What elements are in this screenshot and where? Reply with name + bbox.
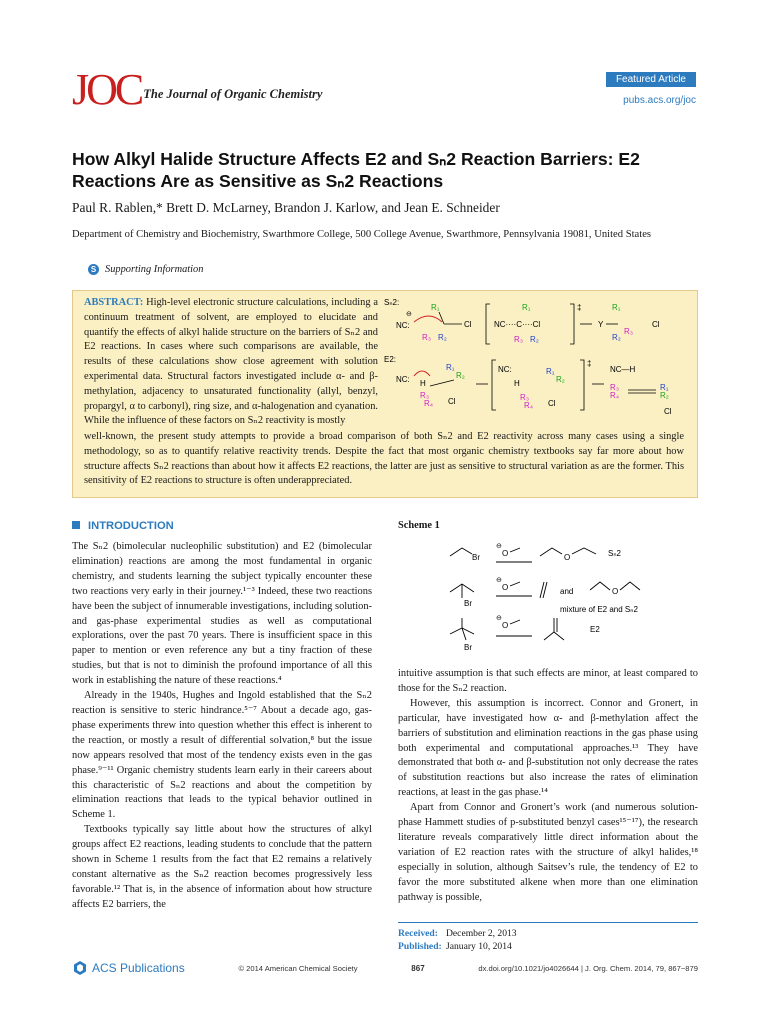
e2-nucleophile: NC:: [396, 375, 410, 384]
page-footer: [72, 956, 698, 980]
acs-hexagon-icon: [72, 960, 88, 976]
sn2-ts-r1: R₁: [522, 303, 531, 312]
e2-product-r1: R₁: [660, 383, 669, 392]
isopropyl-ether-skeleton-2: [620, 582, 640, 590]
abstract-graphic: [384, 296, 694, 426]
article-dates: [398, 922, 698, 953]
sn2-product-r1: R₁: [612, 303, 621, 312]
featured-article-badge: Featured Article: [606, 72, 696, 87]
sn2-product-y: Y: [598, 320, 604, 329]
introduction-column-left: [72, 540, 372, 913]
abstract-text-full: well-known, the present study attempts to provide a broad comparison of both Sₙ2 and E2 reactivity across many cases using a single methodology, so as to quantify relative reactivity trends. Despite the fact that most organic chemistry textbooks say far more about how structure affects Sₙ2 reactions than about how it affects E2 reactions, the latter are just as sensitive to structural variation as are the former. This sensitivity of E2 reactions to structure is often underappreciated.: [84, 431, 684, 487]
intro-paragraph-2: Already in the 1940s, Hughes and Ingold established that the Sₙ2 reaction is sensitive to steric hindrance.⁵⁻⁷ About a decade ago, gas-phase experiments threw into question whether this effect is inherent to the reaction, or mostly a result of differential solvation,⁸ but the issue now appears resolved that most of the tendency exists even in the gas phase.⁹⁻¹¹ Organic chemistry students learn early in their careers about this characteristic of Sₙ2 reactions and about the competition by elimination reactions that leads to the typical behavior outlined in Scheme 1.: [72, 690, 372, 821]
row1-minus: ⊖: [496, 543, 502, 550]
sn2-r2: R₂: [438, 333, 447, 342]
col2-paragraph-2: However, this assumption is incorrect. Connor and Gronert, in particular, have investigated how α- and β-methylation affect the barriers of substitution and elimination reactions in the gas phase using both experimental and computational approaches.¹³ They have demonstrated that both α- and β-substitution not only decrease the rates of substitution reactions but also increase the rates of elimination reactions, at least in the gas phase.¹⁴: [398, 697, 698, 799]
row2-br: Br: [464, 599, 472, 608]
scheme-1-graphic: [440, 540, 680, 660]
acs-publisher-name: ACS Publications: [92, 961, 185, 975]
row2-ethoxide-bond: [510, 582, 520, 586]
row3-ethoxide-bond: [510, 620, 520, 624]
copyright-notice: © 2014 American Chemical Society: [238, 963, 358, 973]
row1-ether-o: O: [564, 553, 571, 562]
row1-sn2: Sₙ2: [608, 549, 621, 558]
e2-ts-nc: NC:: [498, 365, 512, 374]
sn2-product-cl: Cl: [652, 320, 660, 329]
e2-product-nch: NC—H: [610, 365, 636, 374]
introduction-heading: [72, 520, 174, 532]
abstract-text-side: [84, 296, 378, 429]
received-row: [398, 927, 698, 940]
scheme-1-label: Scheme 1: [398, 520, 440, 531]
abstract-label: ABSTRACT:: [84, 297, 144, 308]
row3-minus: ⊖: [496, 615, 502, 622]
supporting-info-icon: S: [88, 264, 99, 275]
intro-paragraph-1: The Sₙ2 (bimolecular nucleophilic substitution) and E2 (bimolecular elimination) reactions are among the most fundamental in organic chemistry, and students learning the subject typically encounter these two reactions very early in their journey.¹⁻³ Indeed, these two reactions have been the subject of innumerable investigations, including solution- and gas-phase experimental studies as well as computational explorations, over the past 70 years. There is insufficient space in this paper to mention or even reference any but a tiny fraction of these studies, but that is not to diminish the profound importance of all this work in establishing the nature of these reactions.⁴: [72, 541, 372, 687]
author-list: Paul R. Rablen,* Brett D. McLarney, Brandon J. Karlow, and Jean E. Schneider: [72, 200, 500, 215]
author-affiliation: Department of Chemistry and Biochemistry, Swarthmore College, 500 College Avenue, Swarthmore, Pennsylvania 19081, United States: [72, 229, 652, 240]
doi-citation[interactable]: dx.doi.org/10.1021/jo4026644 | J. Org. Chem. 2014, 79, 867−879: [478, 963, 698, 973]
published-row: [398, 940, 698, 953]
section-bullet-icon: [72, 521, 80, 529]
row2-mixture: mixture of E2 and Sₙ2: [560, 605, 638, 614]
e2-ts-h: H: [514, 379, 520, 388]
article-title: How Alkyl Halide Structure Affects E2 and Sₙ2 Reaction Barriers: E2 Reactions Are as Sensitive as Sₙ2 Reactions: [72, 149, 640, 191]
published-date: January 10, 2014: [446, 941, 512, 952]
e2-leaving-cl: Cl: [448, 397, 456, 406]
received-label: Received:: [398, 928, 438, 939]
abstract-body-side: High-level electronic structure calculations, including a continuum treatment of solvent, are employed to elucidate and quantify the effects of alkyl halide structure on the barriers of Sₙ2 and E2 reactions. In cases where such comparisons are available, the results of these calculations show close agreement with solution experimental data. Structural factors investigated include α- and β-methylation, adjacency to unsaturated functionality (allyl, benzyl, propargyl, α to carbonyl), ring size, and α-halogenation and cyanation. While the influence of these factors on Sₙ2 reactivity is mostly: [84, 297, 378, 427]
row1-ethoxide-bond: [510, 548, 520, 552]
row3-o: O: [502, 621, 509, 630]
e2-product-r4: R₄: [610, 391, 620, 400]
e2-bond-cc: [430, 380, 454, 386]
sn2-nucleophile: NC:: [396, 321, 410, 330]
e2-r3: R₃: [420, 391, 430, 400]
e2-ts-r4: R₄: [524, 401, 534, 410]
sn2-ts-text: NC····C····Cl: [494, 320, 541, 329]
nucleophile-charge: ⊖: [406, 311, 412, 318]
col2-paragraph-1: intuitive assumption is that such effects are minor, at least compared to those for the Sₙ2 reaction.: [398, 668, 698, 694]
supporting-info-link[interactable]: [88, 264, 203, 275]
row1-ether-skeleton: [540, 548, 562, 556]
received-date: December 2, 2013: [446, 928, 517, 939]
sn2-ts-r3: R₃: [514, 335, 524, 344]
row3-e2: E2: [590, 625, 600, 634]
e2-r2: R₂: [456, 371, 465, 380]
e2-ts-cl: Cl: [548, 399, 556, 408]
row1-o: O: [502, 549, 509, 558]
e2-ts-r3: R₃: [520, 393, 530, 402]
row1-br: Br: [472, 553, 480, 562]
sn2-product-r3: R₃: [624, 327, 634, 336]
supporting-info-label: Supporting Information: [105, 264, 204, 275]
sn2-leaving-cl: Cl: [464, 320, 472, 329]
sn2-r1: R₁: [431, 303, 440, 312]
col2-paragraph-3: Apart from Connor and Gronert’s work (and numerous solution-phase Hammett studies of p-substituted benzyl cases¹⁵⁻¹⁷), the research literature reveals comparatively little direct information about the variation of E2 reaction rates with the structure of alkyl halides,¹⁸ especially in solution, although Saitsev’s rule, the tendency of E2 to favor the more substituted alkene when more than one elimination pathway is possible,: [398, 802, 698, 903]
row2-ether-o: O: [612, 587, 619, 596]
sn2-ts-r2: R₂: [530, 335, 539, 344]
published-label: Published:: [398, 941, 442, 952]
ethyl-bromide-skeleton: [450, 548, 472, 556]
e2-attack-arrow: [414, 371, 430, 376]
isopropyl-ether-skeleton: [590, 582, 610, 590]
introduction-column-right: [398, 667, 698, 906]
row2-minus: ⊖: [496, 577, 502, 584]
journal-url-link[interactable]: pubs.acs.org/joc: [623, 95, 696, 106]
e2-ts-mark: ‡: [587, 359, 592, 368]
joc-logo-mark: JOC: [72, 65, 142, 114]
e2-product-r3: R₃: [610, 383, 620, 392]
journal-name: The Journal of Organic Chemistry: [143, 87, 323, 101]
sn2-r3: R₃: [422, 333, 432, 342]
e2-product-r2: R₂: [660, 391, 669, 400]
sn2-row-label: Sₙ2:: [384, 298, 400, 307]
sn2-ts-mark: ‡: [577, 303, 582, 312]
acs-publications-logo[interactable]: [72, 960, 185, 976]
e2-hydrogen: H: [420, 379, 426, 388]
intro-paragraph-3: Textbooks typically say little about how the structures of alkyl groups affect E2 reactions, leading students to conclude that the pattern shown in Scheme 1 results from the fact that E2 remains a relatively constant alternative as the Sₙ2 reaction becomes progressively less favorable.¹² That is, in the absence of information about how structure affects E2 barriers, the: [72, 824, 372, 910]
isobutene-skeleton: [544, 632, 564, 640]
journal-logo[interactable]: [72, 64, 323, 114]
introduction-heading-text: INTRODUCTION: [88, 520, 174, 532]
e2-r4: R₄: [424, 399, 434, 408]
row1-ether-skeleton-2: [572, 548, 596, 554]
e2-row-label: E2:: [384, 355, 397, 364]
sn2-attack-arrow: [414, 316, 442, 322]
e2-product-cl: Cl: [664, 407, 672, 416]
row3-br: Br: [464, 643, 472, 652]
e2-ts-r1: R₁: [546, 367, 555, 376]
row2-o: O: [502, 583, 509, 592]
row2-and: and: [560, 587, 574, 596]
sn2-product-r2: R₂: [612, 333, 621, 342]
e2-ts-r2: R₂: [556, 375, 565, 384]
page-number: 867: [411, 963, 425, 973]
e2-r1: R₁: [446, 363, 455, 372]
